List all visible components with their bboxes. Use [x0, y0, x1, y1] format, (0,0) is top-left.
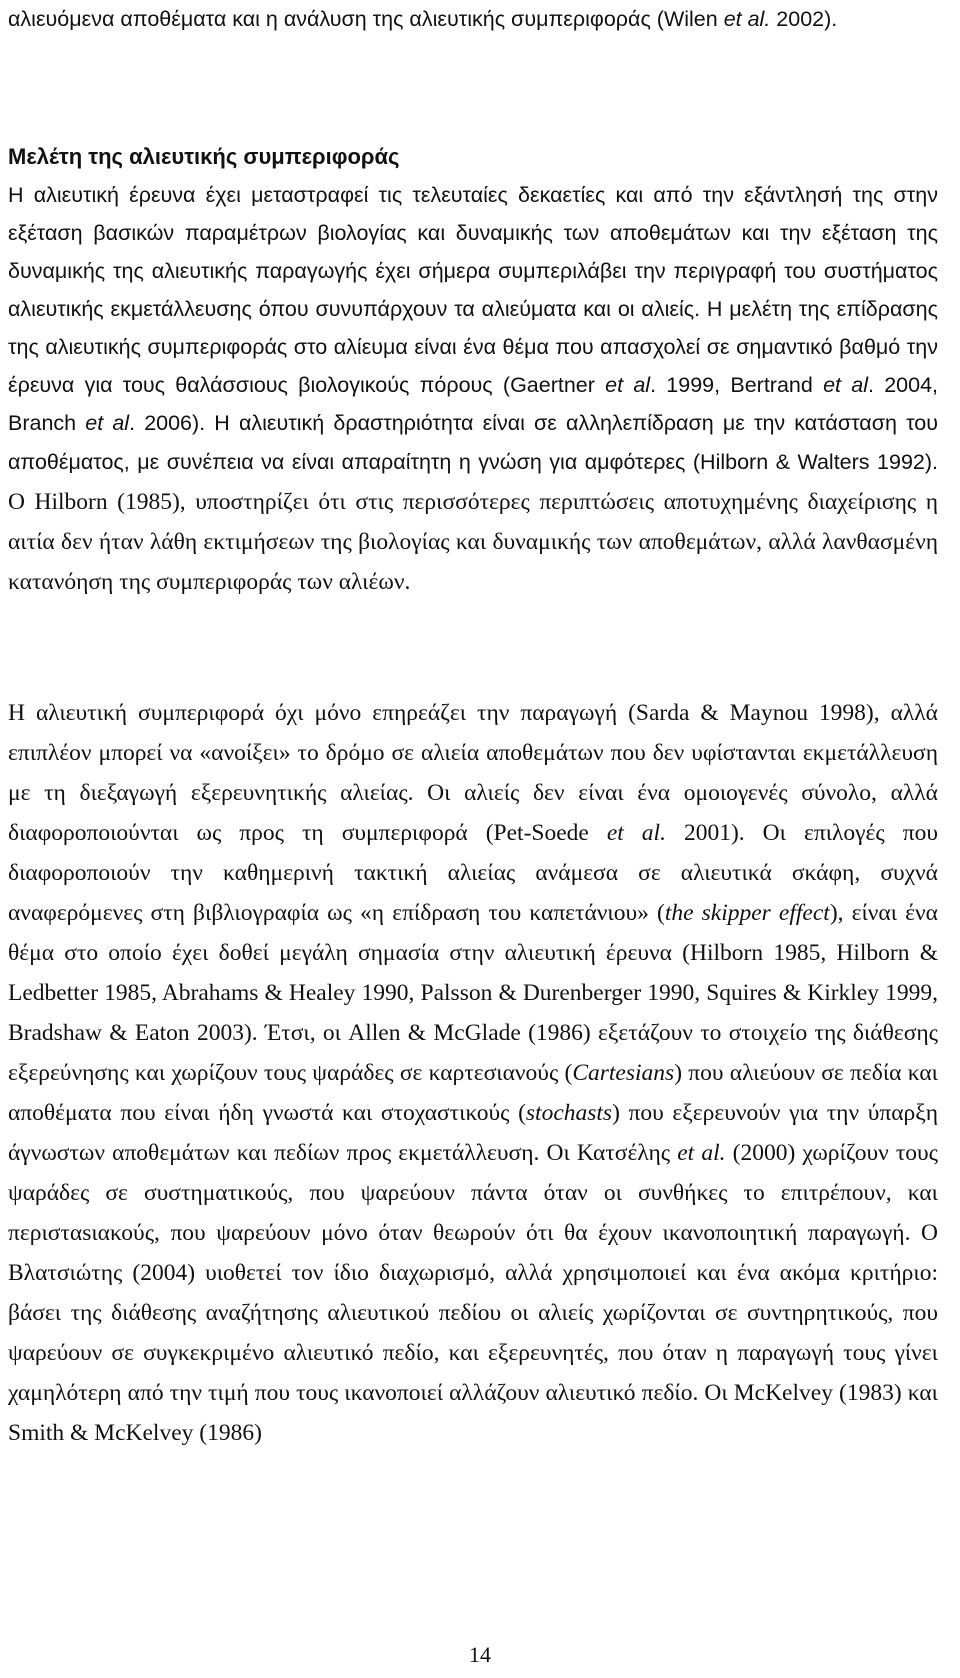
intro-text-end: 2002). [770, 7, 838, 31]
paragraph-1-text-c: Η αλιευτική δραστηριότητα είναι σε αλληλεπίδραση με την κατάσταση του αποθέματος, με συνέπεια να είναι απαραίτητη η γνώση για αμφότερες (Hilborn & Walters 1992). [8, 411, 938, 474]
intro-et-al: et al. [723, 7, 771, 31]
paragraph-1-text-a: Η αλιευτική έρευνα έχει μεταστραφεί τις τελευταίες δεκαετίες και από την εξάντλησή της στην εξέταση βασικών παραμέτρων βιολογίας και δυναμικής των αποθεμάτων και την εξέταση της δυναμικής της αλιευτικής παραγωγής έχει σήμερα συμπεριλάβει την περιγραφή του συστήματος αλιευτικής εκμετάλλευσης όπου συνυπάρχουν τα αλιεύματα και οι αλιείς. [8, 183, 938, 321]
paragraph-1 [8, 176, 938, 602]
intro-text: αλιευόμενα αποθέματα και η ανάλυση της αλιευτικής συμπεριφοράς (Wilen [8, 7, 724, 31]
section-heading: Μελέτη της αλιευτικής συμπεριφοράς [8, 144, 400, 169]
paragraph-2: Η αλιευτική συμπεριφορά όχι μόνο επηρεάζει την παραγωγή (Sarda & Maynou 1998), αλλά επιπλέον μπορεί να «ανοίξει» το δρόμο σε αλιεία αποθεμάτων που δεν υφίστανται εκμετάλλευση με τη διεξαγωγή εξερευνητικής αλιείας. Οι αλιείς δεν είναι ένα ομοιογενές σύνολο, αλλά διαφοροποιούνται ως προς τη συμπεριφορά (Pet-Soede et al. 2001). Οι επιλογές που διαφοροποιούν την καθημερινή τακτική αλιείας ανάμεσα σε αλιευτικά σκάφη, συχνά αναφερόμενες στη βιβλιογραφία ως «η επίδραση του καπετάνιου» (the skipper effect), είναι ένα θέμα στο οποίο έχει δοθεί μεγάλη σημασία στην αλιευτική έρευνα (Hilborn 1985, Hilborn & Ledbetter 1985, Abrahams & Healey 1990, Palsson & Durenberger 1990, Squires & Kirkley 1999, Bradshaw & Eaton 2003). Έτσι, οι Allen & McGlade (1986) εξετάζουν το στοιχείο της διάθεσης εξερεύνησης και χωρίζουν τους ψαράδες σε καρτεσιανούς (Cartesians) που αλιεύουν σε πεδία και αποθέματα που είναι ήδη γνωστά και στοχαστικούς (stochasts) που εξερευνούν για την ύπαρξη άγνωστων αποθεμάτων και πεδίων προς εκμετάλλευση. Οι Κατσέλης et al. (2000) χωρίζουν τους ψαράδες σε συστηματικούς, που ψαρεύουν πάντα όταν οι συνθήκες το επιτρέπουν, και περισταsιακούς, που ψαρεύουν μόνο όταν θεωρούν ότι θα έχουν ικανοποιητική παραγωγή. Ο Βλατσιώτης (2004) υιοθετεί τον ίδιο διαχωρισμό, αλλά χρησιμοποιεί και ένα ακόμα κριτήριο: βάσει της διάθεσης αναζήτησης αλιευτικού πεδίου οι αλιείς χωρίζονται σε συντηρητικούς, που ψαρεύουν σε συγκεκριμένο αλιευτικό πεδίο, και εξερευνητές, που όταν η παραγωγή τους γίνει χαμηλότερη από την τιμή που τους ικανοποιεί αλλάζουν αλιευτικό πεδίο. Οι McKelvey (1983) και Smith & McKelvey (1986) [8, 700, 938, 1446]
page-number: 14 [469, 1642, 491, 1667]
paragraph-1-text-d: Ο Hilborn (1985), υποστηρίζει ότι στις περισσότερες περιπτώσεις αποτυχημένης διαχείρισης η αιτία δεν ήταν λάθη εκτιμήσεων της βιολογίας και δυναμικής των αποθεμάτων, αλλά λανθασμένη κατανόηση της συμπεριφοράς των αλιέων. [8, 489, 938, 595]
intro-paragraph [8, 0, 938, 38]
paragraph-1-text-b: Η μελέτη της επίδρασης της αλιευτικής συμπεριφοράς στο αλίευμα είναι ένα θέμα που απασχολεί σε σημαντικό βαθμό την έρευνα για τους θαλάσσιους βιολογικούς πόρους (Gaertner et al. 1999, Bertrand et al. 2004, Branch et al. 2006). [8, 297, 939, 435]
